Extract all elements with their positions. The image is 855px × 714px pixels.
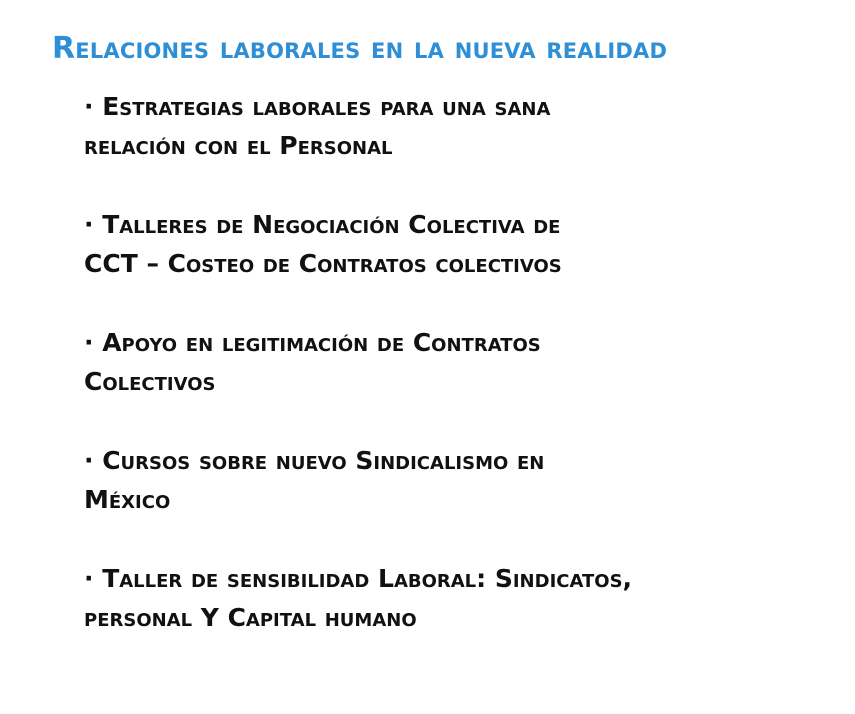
service-item-line: · Estrategias laborales para una sana: [84, 92, 551, 121]
service-item-line: personal Y Capital humano: [84, 603, 417, 632]
service-item-line: México: [84, 485, 171, 514]
service-item-line: relación con el Personal: [84, 131, 393, 160]
service-item-sensitivity-workshop: [84, 559, 804, 637]
service-item-line: · Apoyo en legitimación de Contratos: [84, 328, 541, 357]
service-item-line: CCT – Costeo de Contratos colectivos: [84, 249, 562, 278]
service-item-line: · Taller de sensibilidad Laboral: Sindicatos,: [84, 564, 633, 593]
service-item-contract-legitimation: [84, 323, 804, 401]
service-item-line: · Cursos sobre nuevo Sindicalismo en: [84, 446, 545, 475]
service-item-collective-negotiation: [84, 205, 804, 283]
service-item-labor-strategies: [84, 87, 804, 165]
service-item-line: Colectivos: [84, 367, 216, 396]
services-list: [84, 87, 804, 677]
service-item-unionism-courses: [84, 441, 804, 519]
service-item-line: · Talleres de Negociación Colectiva de: [84, 210, 561, 239]
page-title: Relaciones laborales en la nueva realidad: [52, 31, 668, 66]
